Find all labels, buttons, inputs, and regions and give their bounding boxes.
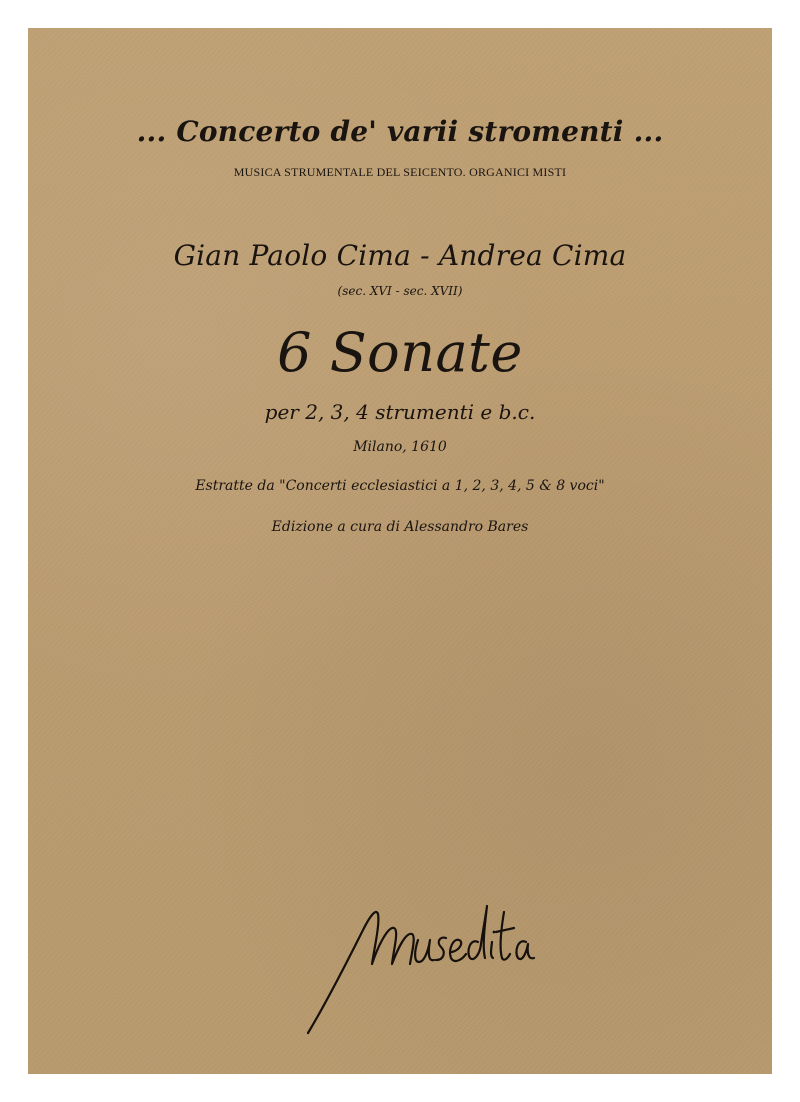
composer-names: Gian Paolo Cima - Andrea Cima bbox=[173, 239, 627, 272]
instrumentation: per 2, 3, 4 strumenti e b.c. bbox=[264, 400, 536, 424]
series-title: ... Concerto de' varii stromenti ... bbox=[136, 115, 664, 148]
series-subtitle: MUSICA STRUMENTALE DEL SEICENTO. ORGANICI MISTI bbox=[233, 165, 567, 179]
work-title: 6 Sonate bbox=[277, 321, 523, 384]
publication-place-year: Milano, 1610 bbox=[353, 439, 447, 455]
musedita-signature-logo bbox=[278, 868, 538, 1048]
source-note: Estratte da "Concerti ecclesiastici a 1, 2, 3, 4, 5 & 8 voci" bbox=[195, 478, 605, 494]
composer-dates: (sec. XVI - sec. XVII) bbox=[337, 284, 463, 298]
score-cover bbox=[28, 28, 772, 1074]
editor-credit: Edizione a cura di Alessandro Bares bbox=[271, 519, 529, 535]
